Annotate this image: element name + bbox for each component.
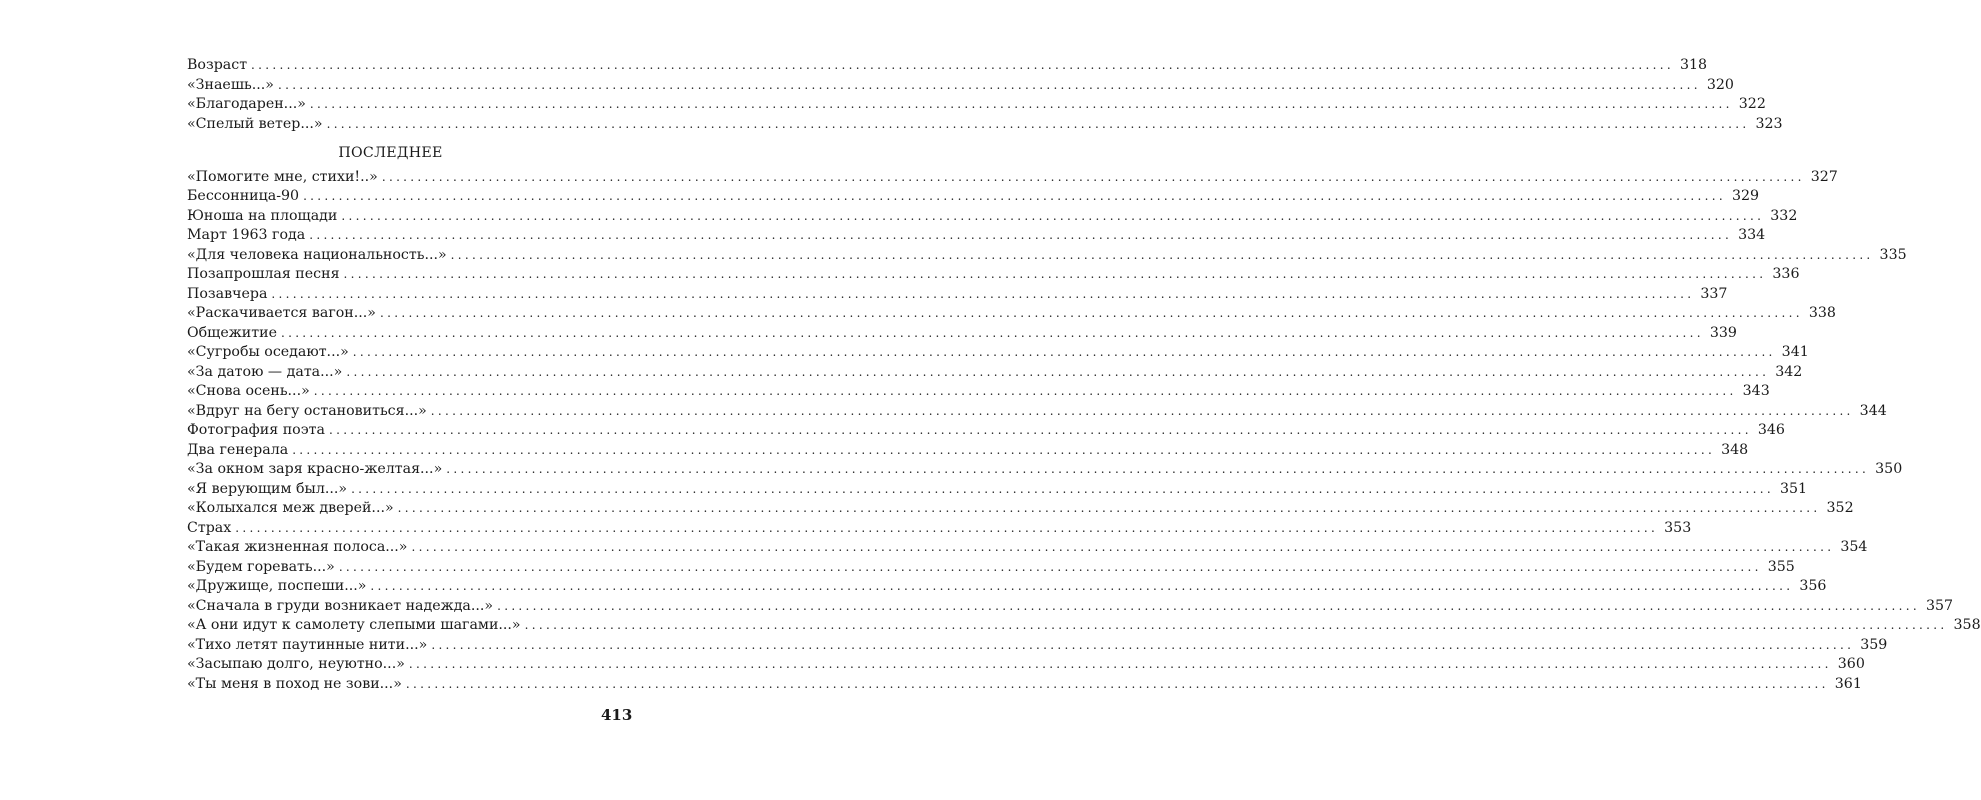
toc-entry-title: «Помогите мне, стихи!..» <box>187 168 378 185</box>
toc-entry-page: 320 <box>1706 76 1734 93</box>
toc-entry-page: 342 <box>1775 363 1803 380</box>
toc-entry-title: «Знаешь...» <box>187 76 274 93</box>
toc-entry-page: 329 <box>1731 188 1760 204</box>
toc-entry <box>187 538 1868 558</box>
dot-leader: ........................................................................................................................................................................................................ <box>381 169 1805 184</box>
table-of-contents <box>187 56 1981 694</box>
toc-entry-page: 361 <box>1834 675 1862 692</box>
dot-leader: ........................................................................................................................................................................................................ <box>277 77 1701 92</box>
toc-entry-title: «Спелый ветер...» <box>187 115 323 132</box>
dot-leader: ........................................................................................................................................................................................................ <box>338 559 1762 574</box>
toc-entry-title: «А они идут к самолету слепыми шагами...» <box>187 617 521 633</box>
toc-entry-page: 350 <box>1875 461 1903 477</box>
dot-leader: ........................................................................................................................................................................................................ <box>328 423 1752 437</box>
toc-entry-title: «Тихо летят паутинные нити...» <box>187 636 428 653</box>
toc-entry-title: Юноша на площади <box>187 207 338 224</box>
toc-entry-title: Возраст <box>187 57 248 73</box>
toc-entry-page: 323 <box>1755 115 1783 132</box>
toc-entry <box>187 382 1770 402</box>
dot-leader: ........................................................................................................................................................................................................ <box>430 403 1854 418</box>
toc-entry <box>187 499 1854 519</box>
dot-leader: ........................................................................................................................................................................................................ <box>303 189 1726 203</box>
toc-entry-page: 337 <box>1700 285 1728 302</box>
toc-entry-page: 353 <box>1664 519 1692 536</box>
dot-leader: ........................................................................................................................................................................................................ <box>431 637 1855 652</box>
toc-entry-page: 355 <box>1767 558 1795 575</box>
toc-entry-title: «Колыхался меж дверей...» <box>187 500 394 516</box>
toc-entry-page: 346 <box>1757 422 1785 438</box>
toc-entry-page: 356 <box>1799 578 1827 594</box>
toc-entry-title: «Ты меня в поход не зови...» <box>187 675 402 692</box>
dot-leader: ........................................................................................................................................................................................................ <box>326 116 1750 131</box>
toc-entry <box>187 597 1954 617</box>
dot-leader: ........................................................................................................................................................................................................ <box>280 325 1704 340</box>
toc-entry <box>187 187 1760 207</box>
dot-leader: ........................................................................................................................................................................................................ <box>352 345 1776 359</box>
dot-leader: ........................................................................................................................................................................................................ <box>343 267 1767 281</box>
toc-entry-page: 348 <box>1721 441 1749 458</box>
toc-entry-title: «Снова осень...» <box>187 383 310 399</box>
toc-entry <box>187 519 1692 539</box>
toc-entry-page: 357 <box>1925 597 1954 614</box>
dot-leader: ........................................................................................................................................................................................................ <box>235 520 1659 535</box>
toc-entry-page: 359 <box>1860 636 1888 653</box>
toc-entry-title: «Вдруг на бегу остановиться...» <box>187 402 427 419</box>
dot-leader: ........................................................................................................................................................................................................ <box>408 657 1832 671</box>
toc-entry <box>187 304 1836 324</box>
toc-entry <box>187 285 1728 305</box>
toc-entry <box>187 636 1888 656</box>
dot-leader: ........................................................................................................................................................................................................ <box>313 384 1737 398</box>
toc-entry-title: «За датою — дата...» <box>187 363 343 380</box>
toc-entry-title: Страх <box>187 519 232 536</box>
toc-entry-title: Позапрошлая песня <box>187 266 340 282</box>
dot-leader: ........................................................................................................................................................................................................ <box>405 676 1829 691</box>
toc-entry <box>187 343 1809 363</box>
toc-entry-page: 318 <box>1679 57 1708 73</box>
toc-entry <box>187 56 1708 76</box>
dot-leader: ........................................................................................................................................................................................................ <box>309 97 1733 111</box>
toc-entry <box>187 265 1800 285</box>
dot-leader: ........................................................................................................................................................................................................ <box>251 58 1674 72</box>
toc-entry-title: Общежитие <box>187 324 277 341</box>
toc-entry-page: 341 <box>1781 344 1809 360</box>
toc-entry <box>187 577 1827 597</box>
toc-entry <box>187 441 1749 461</box>
toc-entry <box>187 480 1808 500</box>
toc-entry-title: Фотография поэта <box>187 422 325 438</box>
toc-entry-page: 360 <box>1837 656 1865 672</box>
toc-group-2 <box>187 168 1981 695</box>
toc-entry <box>187 76 1734 96</box>
toc-entry-page: 343 <box>1742 383 1770 399</box>
toc-entry-page: 338 <box>1808 305 1836 321</box>
dot-leader: ........................................................................................................................................................................................................ <box>346 364 1770 379</box>
toc-entry-page: 339 <box>1709 324 1737 341</box>
toc-entry <box>187 655 1865 675</box>
dot-leader: ........................................................................................................................................................................................................ <box>446 462 1870 476</box>
toc-entry-page: 332 <box>1770 207 1798 224</box>
toc-entry-title: «Сначала в груди возникает надежда...» <box>187 597 494 614</box>
toc-entry <box>187 675 1862 695</box>
dot-leader: ........................................................................................................................................................................................................ <box>379 306 1803 320</box>
toc-entry-title: «Сугробы оседают...» <box>187 344 349 360</box>
toc-entry-title: «Благодарен...» <box>187 96 306 112</box>
dot-leader: ........................................................................................................................................................................................................ <box>292 442 1716 457</box>
toc-entry-page: 336 <box>1772 266 1800 282</box>
dot-leader: ........................................................................................................................................................................................................ <box>411 540 1835 554</box>
dot-leader: ........................................................................................................................................................................................................ <box>497 598 1920 613</box>
toc-entry <box>187 207 1798 227</box>
toc-entry-title: Бессонница-90 <box>187 188 300 204</box>
dot-leader: ........................................................................................................................................................................................................ <box>397 501 1821 515</box>
toc-entry <box>187 246 1907 266</box>
toc-entry-title: «Для человека национальность...» <box>187 246 447 263</box>
toc-entry-page: 327 <box>1810 168 1838 185</box>
toc-entry <box>187 616 1981 636</box>
page-number: 413 <box>601 706 633 724</box>
toc-entry-title: «Я верующим был...» <box>187 480 348 497</box>
toc-entry-page: 335 <box>1879 246 1907 263</box>
dot-leader: ........................................................................................................................................................................................................ <box>450 247 1874 262</box>
toc-entry <box>187 324 1737 344</box>
toc-entry-title: Март 1963 года <box>187 227 306 243</box>
toc-entry <box>187 421 1785 441</box>
toc-entry-title: «Дружище, поспеши...» <box>187 578 367 594</box>
toc-entry <box>187 363 1803 383</box>
toc-entry-title: Позавчера <box>187 285 268 302</box>
toc-entry <box>187 168 1838 188</box>
dot-leader: ........................................................................................................................................................................................................ <box>271 286 1695 301</box>
toc-entry-title: «Раскачивается вагон...» <box>187 305 376 321</box>
dot-leader: ........................................................................................................................................................................................................ <box>524 618 1948 632</box>
toc-entry <box>187 115 1783 135</box>
dot-leader: ........................................................................................................................................................................................................ <box>309 228 1733 242</box>
toc-entry-page: 358 <box>1953 617 1981 633</box>
toc-entry-page: 322 <box>1738 96 1766 112</box>
dot-leader: ........................................................................................................................................................................................................ <box>341 208 1765 223</box>
toc-entry <box>187 95 1766 115</box>
toc-entry <box>187 402 1887 422</box>
dot-leader: ........................................................................................................................................................................................................ <box>351 481 1774 496</box>
toc-entry-page: 334 <box>1738 227 1766 243</box>
section-heading: ПОСЛЕДНЕЕ <box>338 145 443 161</box>
toc-entry-page: 344 <box>1859 402 1887 419</box>
toc-entry-page: 352 <box>1826 500 1854 516</box>
toc-entry-title: «Будем горевать...» <box>187 558 335 575</box>
toc-entry-page: 354 <box>1840 539 1868 555</box>
toc-entry-page: 351 <box>1779 480 1808 497</box>
toc-group-1 <box>187 56 1783 134</box>
toc-entry <box>187 460 1903 480</box>
toc-entry-title: «Засыпаю долго, неуютно...» <box>187 656 405 672</box>
toc-entry-title: «Такая жизненная полоса...» <box>187 539 408 555</box>
toc-entry-title: Два генерала <box>187 441 289 458</box>
toc-entry-title: «За окном заря красно-желтая...» <box>187 461 443 477</box>
toc-entry <box>187 558 1795 578</box>
dot-leader: ........................................................................................................................................................................................................ <box>370 579 1794 593</box>
toc-entry <box>187 226 1766 246</box>
